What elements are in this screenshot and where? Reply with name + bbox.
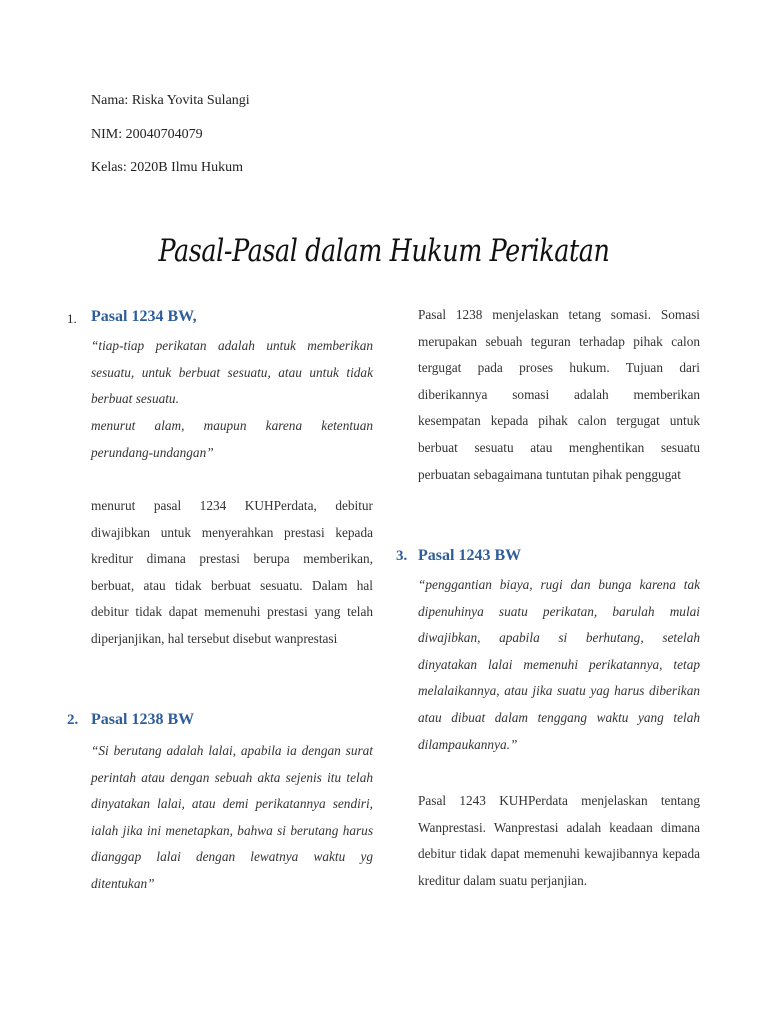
section-3-body: Pasal 1243 KUHPerdata menjelaskan tentang Wanprestasi. Wanprestasi adalah keadaan dimana debitur tidak dapat memenuhi kewajibannya kepada kreditur dalam suatu perjanjian. [418,793,700,888]
section-2-body: Pasal 1238 menjelaskan tetang somasi. Somasi merupakan sebuah teguran terhadap pihak calon tergugat pada proses hukum. Tujuan dari diberikannya somasi adalah memberikan kesempatan kepada pihak calon tergugat untuk berbuat sesuatu atau menghentikan sesuatu perbuatan sebagaimana tuntutan pihak penggugat [418,307,700,482]
section-2-quote: “Si berutang adalah lalai, apabila ia dengan surat perintah atau dengan sebuah akta sejenis itu telah dinyatakan lalai, atau demi perikatannya sendiri, ialah jika ini menetapkan, bahwa si berutang harus dianggap lalai dengan lewatnya waktu yg ditentukan” [91,743,373,891]
section-1-body: menurut pasal 1234 KUHPerdata, debitur diwajibkan untuk menyerahkan prestasi kepada kreditur dimana prestasi berupa memberikan, berbuat, atau tidak berbuat sesuatu. Dalam hal debitur tidak dapat memenuhi prestasi yang telah diperjanjikan, hal tersebut disebut wanprestasi [91,498,373,646]
student-name: Nama: Riska Yovita Sulangi [91,93,250,108]
section-1-quote-2: menurut alam, maupun karena ketentuan perundang-undangan” [91,418,373,460]
section-1-quote-1: “tiap-tiap perikatan adalah untuk memberikan sesuatu, untuk berbuat sesuatu, atau untuk tidak berbuat sesuatu. [91,338,373,407]
section-2-heading: Pasal 1238 BW [91,711,195,728]
student-nim: NIM: 20040704079 [91,127,203,142]
document-title: Pasal-Pasal dalam Hukum Perikatan [158,233,610,269]
section-3-heading: Pasal 1243 BW [418,547,522,564]
section-1-heading [91,308,373,326]
section-1-heading-suffix: , [192,308,197,325]
student-class: Kelas: 2020B Ilmu Hukum [91,160,244,175]
section-3-number: 3. [396,548,408,564]
section-2-number: 2. [67,712,79,728]
section-1-heading-text: Pasal 1234 BW [91,308,193,325]
section-3-quote: “penggantian biaya, rugi dan bunga karena tak dipenuhinya suatu perikatan, barulah mulai diwajibkan, apabila si berhutang, setelah dinyatakan lalai memenuhi perikatannya, tetap melalaikannya, atau jika suatu yag harus diberikan atau dibuat dalam tenggang waktu yang telah dilampaukannya.” [418,577,700,752]
section-1-number: 1. [67,311,77,326]
